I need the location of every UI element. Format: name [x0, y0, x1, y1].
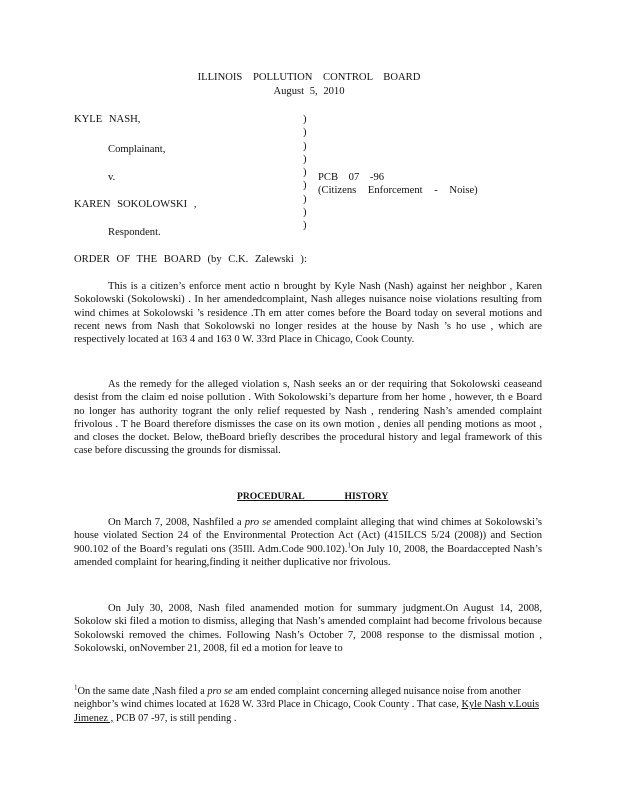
history-p1-text-a: On March 7, 2008, Nashfiled a — [108, 517, 242, 528]
respondent-role: Respondent. — [108, 227, 161, 238]
case-number: PCB 07 -96 — [318, 172, 385, 183]
history-paragraph-1 — [74, 516, 542, 569]
history-p2-text: On July 30, 2008, Nash filed anamended motion for summary judgment.On August 14, 2008, Sokolow ski filed a motion to dismiss, alleging that Nash’s amended complaint had become frivolous because Sokolowski removed the chimes. Following Nash’s October 7, 2008 response to the dismissal motion , Sokolowski, onNovember 21, 2008, fil ed a motion for leave to — [74, 603, 542, 654]
footnote-italic: pro se — [207, 686, 233, 697]
footnote-1 — [74, 685, 544, 725]
caption-parentheses: ) ) ) ) ) ) ) ) ) — [303, 114, 307, 232]
history-p1-text-c: On July 10, 2008, the Boardaccepted Nash’s amended complaint for hearing,finding it neither duplicative nor frivolous. — [74, 543, 542, 568]
footnote-reference[interactable]: 1 — [347, 541, 351, 550]
history-paragraph-2 — [74, 602, 542, 655]
intro-paragraph-2-text: As the remedy for the alleged violation s, Nash seeks an or der requiring that Sokolowski ceaseand desist from the claim ed noise pollution . With Sokolowski’s departure from her home , however, th e Board no longer has authority togrant the only relief requested by Nash , rendering Nash’s amended complaint frivolous . T he Board therefore dismisses the case on its own motion , denies all pending motions as moot , and closes the docket. Below, theBoard briefly describes the procedural history and legal framework of this case before discussing the grounds for dismissal. — [74, 379, 542, 457]
footnote-text-c: PCB 07 -97, is still pending . — [115, 712, 237, 724]
case-type: (Citizens Enforcement - Noise) — [318, 185, 478, 196]
intro-paragraph-1 — [74, 280, 542, 346]
history-p1-italic: pro se — [244, 517, 271, 528]
complainant-role: Complainant, — [108, 144, 166, 155]
order-of-board-line: ORDER OF THE BOARD (by C.K. Zalewski ): — [74, 254, 307, 265]
intro-paragraph-2 — [74, 378, 542, 458]
order-date: August 5, 2010 — [273, 86, 345, 97]
footnote-text-a: On the same date ,Nash filed a — [77, 686, 205, 697]
versus-label: v. — [108, 172, 116, 183]
respondent-name: KAREN SOKOLOWSKI , — [74, 199, 197, 210]
footnote-case-name: Kyle Nash v.Louis Jimenez , — [74, 699, 540, 724]
agency-title: ILLINOIS POLLUTION CONTROL BOARD — [197, 72, 421, 83]
intro-paragraph-1-text: This is a citizen’s enforce ment actio n brought by Kyle Nash (Nash) against her neighbor , Karen Sokolowski (Sokolowski) . In her amendedcomplaint, Nash alleges nuisance noise violations resulting from wind chimes at Sokolowski ’s residence .Th em atter comes before the Board today on several motions and recent news from Nash that Sokolowski no longer resides at the house by Nash ’s ho use , which are respectively located at 163 4 and 163 0 W. 33rd Place in Chicago, Cook County. — [74, 281, 542, 346]
footnote-text-b: am ended complaint concerning alleged nuisance noise from another neighbor’s wind chimes located at 1628 W. 33rd Place in Chicago, Cook County . That case, — [74, 686, 521, 711]
section-heading-procedural-history: PROCEDURAL HISTORY — [237, 491, 389, 502]
history-p1-text-b: amended complaint alleging that wind chimes at Sokolowski’s house violated Section 24 of the Environmental Protection Act (Act) (415ILCS 5/24 (2008)) and Section 900.102 of the Board’s regulati ons (35Ill. Adm.Code 900.102). — [74, 517, 543, 555]
footnote-marker: 1 — [74, 683, 78, 692]
complainant-name: KYLE NASH, — [74, 114, 141, 125]
